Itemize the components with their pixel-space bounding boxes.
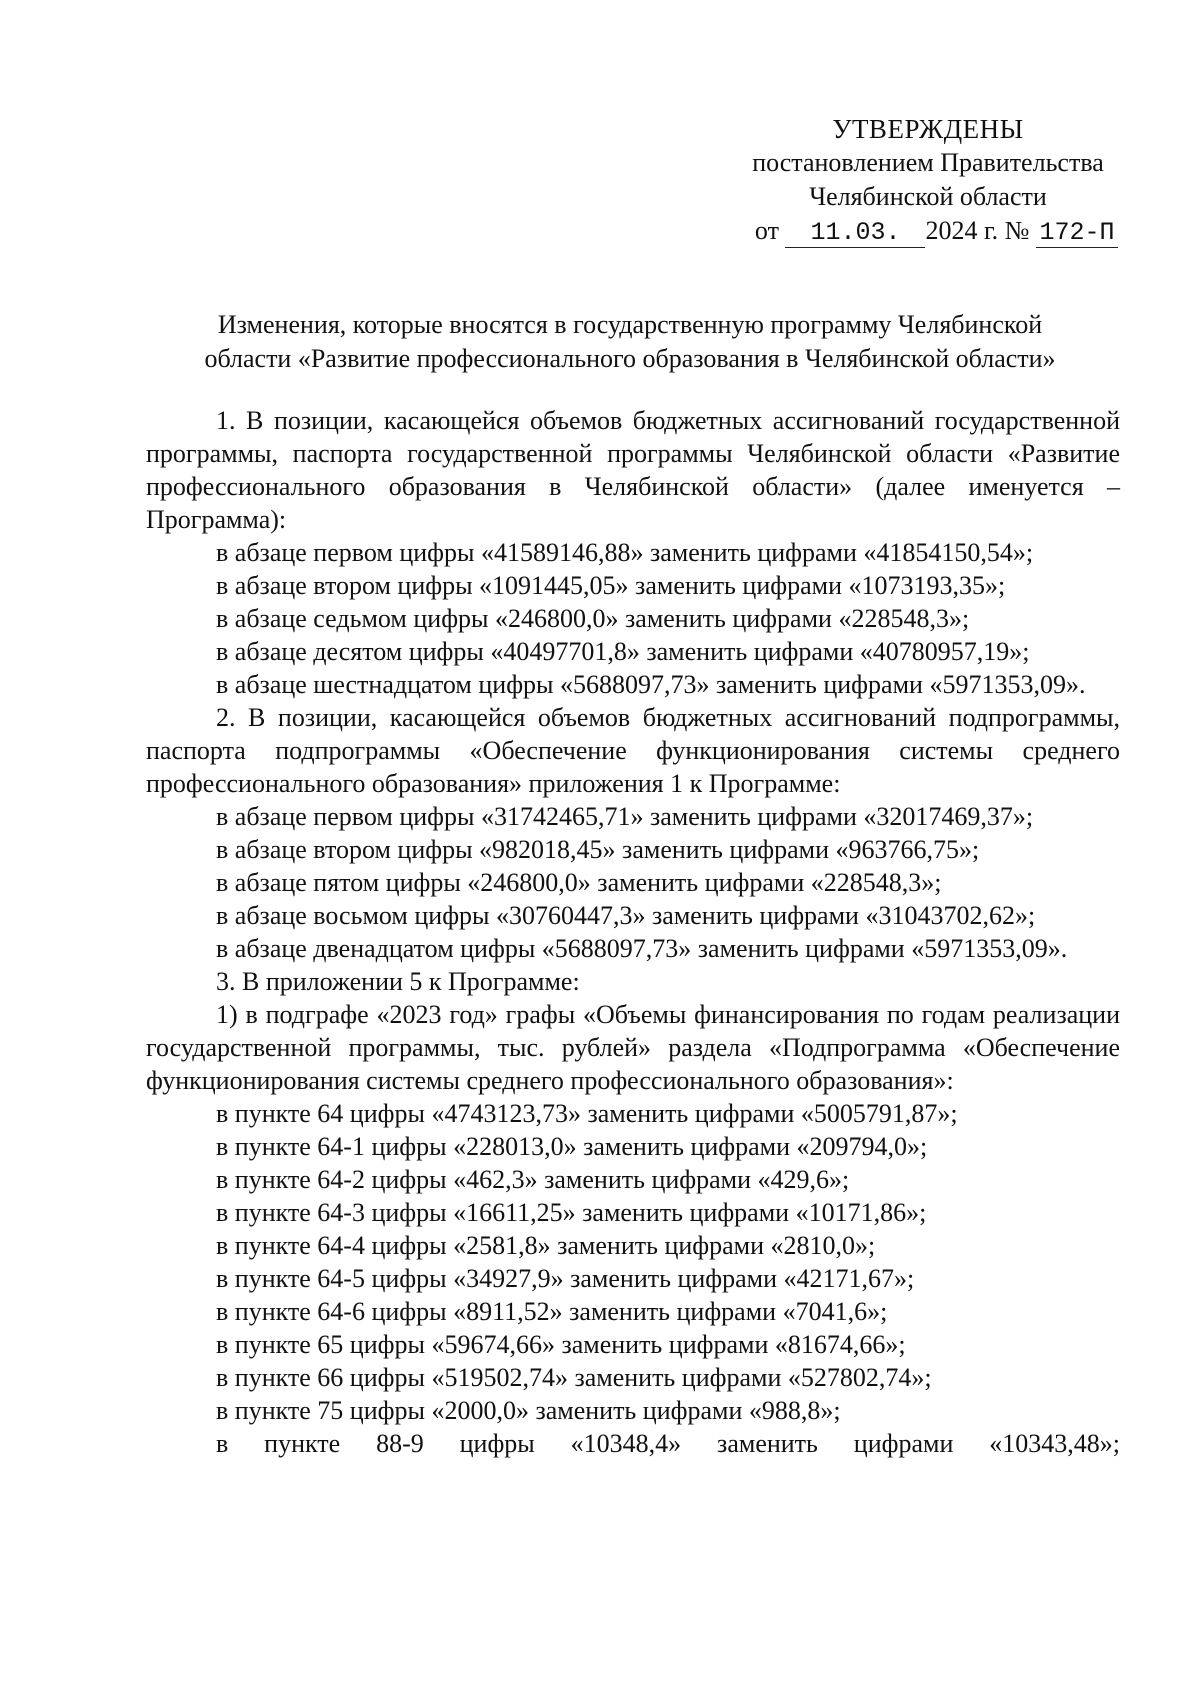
title-line-2: области «Развитие профессионального образования в Челябинской области» bbox=[204, 344, 1056, 373]
paragraph-2-item-5: в абзаце двенадцатом цифры «5688097,73» заменить цифрами «5971353,09». bbox=[216, 934, 1068, 963]
list-item: в пункте 64-1 цифры «228013,0» заменить цифрами «209794,0»; bbox=[216, 1132, 928, 1161]
approval-year: 2024 г. № bbox=[925, 216, 1030, 245]
approval-title: УТВЕРЖДЕНЫ bbox=[832, 114, 1024, 144]
document-title bbox=[140, 308, 1120, 376]
approval-number: 172-П bbox=[1036, 219, 1118, 248]
paragraph-2: 2. В позиции, касающейся объемов бюджетных ассигнований подпрограммы, паспорта подпрограммы «Обеспечение функционирования системы среднего профессионального образования» приложения 1 к Программе: bbox=[146, 703, 1120, 798]
list-item: в пункте 64-3 цифры «16611,25» заменить цифрами «10171,86»; bbox=[216, 1198, 927, 1227]
paragraph-2-item-2: в абзаце втором цифры «982018,45» заменить цифрами «963766,75»; bbox=[216, 835, 980, 864]
document-body bbox=[146, 404, 1120, 1460]
list-item: в пункте 64-2 цифры «462,3» заменить цифрами «429,6»; bbox=[216, 1165, 850, 1194]
list-item: в пункте 64-6 цифры «8911,52» заменить цифрами «7041,6»; bbox=[216, 1297, 888, 1326]
paragraph-3-subitem-1: 1) в подграфе «2023 год» графы «Объемы финансирования по годам реализации государственной программы, тыс. рублей» раздела «Подпрограмма «Обеспечение функционирования системы среднего профессионального образования»: bbox=[146, 1000, 1120, 1095]
paragraph-1-item-4: в абзаце десятом цифры «40497701,8» заменить цифрами «40780957,19»; bbox=[216, 637, 1030, 666]
paragraph-1: 1. В позиции, касающейся объемов бюджетных ассигнований государственной программы, паспорта государственной программы Челябинской области «Развитие профессионального образования в Челябинской области» (далее именуется – Программа): bbox=[146, 406, 1120, 534]
paragraph-1-item-3: в абзаце седьмом цифры «246800,0» заменить цифрами «228548,3»; bbox=[216, 604, 970, 633]
title-line-1: Изменения, которые вносятся в государственную программу Челябинской bbox=[217, 310, 1043, 339]
paragraph-2-item-3: в абзаце пятом цифры «246800,0» заменить цифрами «228548,3»; bbox=[216, 868, 942, 897]
list-item: в пункте 75 цифры «2000,0» заменить цифрами «988,8»; bbox=[216, 1396, 841, 1425]
paragraph-1-item-1: в абзаце первом цифры «41589146,88» заменить цифрами «41854150,54»; bbox=[216, 538, 1034, 567]
date-prefix: от bbox=[754, 216, 779, 245]
paragraph-2-item-4: в абзаце восьмом цифры «30760447,3» заменить цифрами «31043702,62»; bbox=[216, 901, 1036, 930]
approval-date: 11.03. bbox=[785, 219, 925, 248]
list-item: в пункте 65 цифры «59674,66» заменить цифрами «81674,66»; bbox=[216, 1330, 906, 1359]
paragraph-1-item-2: в абзаце втором цифры «1091445,05» заменить цифрами «1073193,35»; bbox=[216, 571, 1006, 600]
list-item: в пункте 88-9 цифры «10348,4» заменить цифрами «10343,48»; bbox=[216, 1429, 1120, 1458]
approval-stamp bbox=[738, 112, 1118, 248]
list-item: в пункте 64-5 цифры «34927,9» заменить цифрами «42171,67»; bbox=[216, 1264, 915, 1293]
list-item: в пункте 64 цифры «4743123,73» заменить цифрами «5005791,87»; bbox=[216, 1099, 958, 1128]
approval-line-2: Челябинской области bbox=[809, 182, 1047, 211]
paragraph-2-item-1: в абзаце первом цифры «31742465,71» заменить цифрами «32017469,37»; bbox=[216, 802, 1034, 831]
paragraph-1-item-5: в абзаце шестнадцатом цифры «5688097,73» заменить цифрами «5971353,09». bbox=[216, 670, 1086, 699]
paragraph-3: 3. В приложении 5 к Программе: bbox=[216, 967, 580, 996]
approval-date-line bbox=[738, 214, 1118, 248]
list-item: в пункте 66 цифры «519502,74» заменить цифрами «527802,74»; bbox=[216, 1363, 932, 1392]
list-item: в пункте 64-4 цифры «2581,8» заменить цифрами «2810,0»; bbox=[216, 1231, 876, 1260]
approval-line-1: постановлением Правительства bbox=[752, 148, 1104, 177]
